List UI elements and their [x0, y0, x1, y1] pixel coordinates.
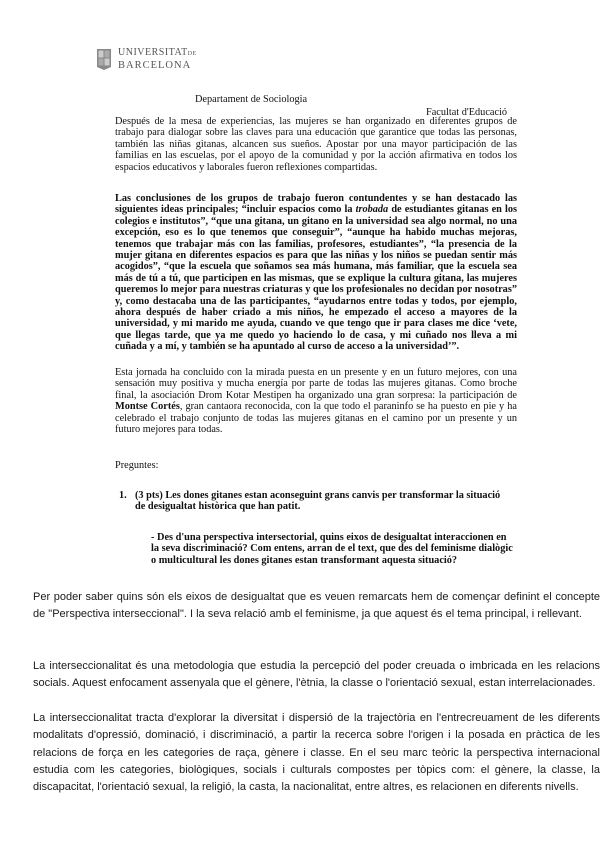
paragraph-experiences: Después de la mesa de experiencias, las mujeres se han organizado en diferentes grupos de trabajo para dialogar sobre las claves para una educación que garantice que todas las personas, también las niñas gitanas, alcancen sus sueños. Apostar por una mayor participación de las familias en las escuelas, por el apoyo de la comunidad y por la acción afirmativa en todos los espacios educativos y laborales fueron reflexiones compartidas.	[115, 116, 517, 173]
paragraph-closing: Esta jornada ha concluido con la mirada puesta en un presente y en un futuro mejores, con una sensación muy positiva y mucha energía por parte de todas las mujeres gitanas. Como broche final, la asociación Drom Kotar Mestipen ha organizado una gran sorpresa: la participación de Montse Cortés, gran cantaora reconocida, con la que todo el paraninfo se ha puesto en pie y ha celebrado el trabajo conjunto de todas las mujeres gitanas en el camino por un presente y un futuro mejores para todas.	[115, 367, 517, 436]
question-1-subquestion: - Des d'una perspectiva intersectorial, quins eixos de desigualtat interaccionen en la seva discriminació? Com entens, arran de el text, que des del feminisme dialògic o multicultural les dones gitanes estan transformant aquesta situació?	[151, 532, 513, 566]
answer-paragraph-3: La interseccionalitat tracta d'explorar la diversitat i dispersió de la trajectòria en l'entrecreuament de les diferents modalitats d'opressió, dominació, i discriminació, a partir la recerca sobre l'origen i la posada en pràctica de les relacions de força en les categories de raça, gènere i classe. En el seu marc teòric la perspectiva internacional estudia com les categories, biològiques, socials i culturals compostes per tòpics com: el gènere, la classe, la discapacitat, l'orientació sexual, la religió, la casta, la nacionalitat, entre altres, es relacionen en diferents nivells.	[33, 712, 600, 794]
montse-cortes-name: Montse Cortés	[115, 401, 180, 413]
faculty-name: Facultat d'Educació	[426, 107, 508, 118]
answer-paragraph-1: Per poder saber quins són els eixos de desigualtat que es veuen remarcats hem de començar definint el concepte de "Perspectiva interseccional". I la seva relació amb el feminisme, ja que aquest és el tema principal, i rellevant.	[33, 591, 600, 621]
paragraph-conclusions: Las conclusiones de los grupos de trabajo fueron contundentes y se han destacado las siguientes ideas principales; “incluir espacios como la trobada de estudiantes gitanas en los colegios e institutos”, “que una gitana, un gitano en la universidad sea algo normal, no una excepción, eso es lo que tenemos que conseguir”, “aunque ha habido muchas mejoras, tenemos que trabajar más con las familias, profesores, estudiantes”, “la presencia de la mujer gitana en diferentes espacios es para que las niñas y los niños se puedan sentir más acogidos”, “que la escuela que soñamos sea más humana, más familiar, que la escuela sea más de tú a tú, que participen en las mismas, que se explique la cultura gitana, las mujeres queremos lo mejor para nuestras criaturas y que los profesionales no decidan por nosotras” y, como destacaba una de las participantes, “ayudarnos entre todas y todos, por ejemplo, ahora después de haber criado a mis niños, he empezado el acceso a mayores de la universidad, y mi marido me ayuda, cuando ve que tengo que ir para clases me dice ‘vete, que llegas tarde, que ya me quedo yo haciendo lo de casa, y mi cuñado nos lleva a mi cuñada y a mí, y también se ha apuntado al curso de acceso a la universidad’”.	[115, 193, 517, 353]
university-name-line1: UNIVERSITATDE	[118, 47, 197, 58]
question-1-text: (3 pts) Les dones gitanes estan aconseguint grans canvis per transformar la situació de desigualtat històrica que han patit.	[135, 490, 501, 513]
university-name-line2: BARCELONA	[118, 60, 192, 71]
question-1	[119, 490, 509, 513]
questions-heading: Preguntes:	[115, 460, 159, 471]
trobada-italic: trobada	[355, 204, 389, 216]
university-crest-icon	[96, 48, 112, 70]
answer-paragraph-2: La interseccionalitat és una metodologia que estudia la percepció del poder creuada o imbricada en les relacions socials. Aquest enfocament assenyala que el gènere, l'ètnia, la classe o l'orientació sexual, estan interrelacionades.	[33, 660, 600, 690]
university-logo	[96, 47, 197, 71]
question-1-number: 1.	[119, 490, 127, 501]
department-name: Departament de Sociologia	[195, 94, 308, 105]
